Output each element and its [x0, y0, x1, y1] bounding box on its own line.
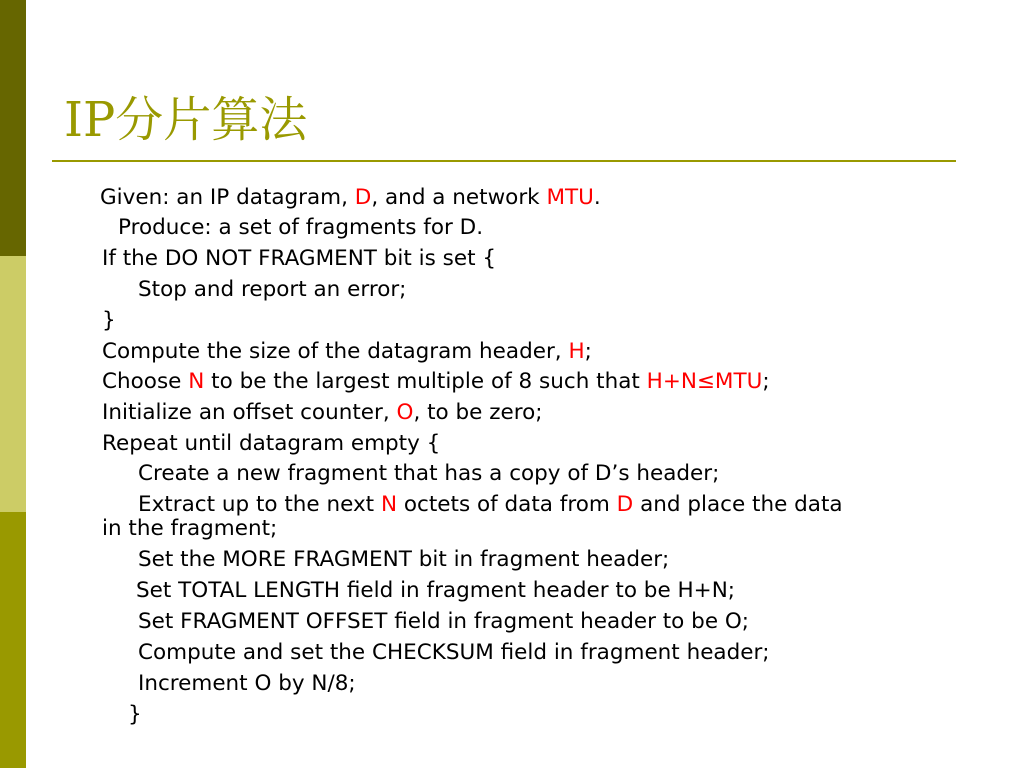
line-text: If the DO NOT FRAGMENT bit is set { — [102, 246, 497, 271]
line-text: Set TOTAL LENGTH field in fragment header to be H+N; — [136, 578, 736, 603]
line-text: Set the MORE FRAGMENT bit in fragment header; — [138, 547, 670, 572]
line-text: ; — [762, 369, 770, 394]
line-produce — [118, 213, 483, 243]
line-close-if — [102, 306, 116, 336]
line-text: Create a new fragment that has a copy of D’s header; — [138, 461, 720, 486]
highlight-token: MTU — [546, 185, 594, 210]
highlight-token: N — [380, 492, 398, 517]
line-text: , to be zero; — [413, 400, 543, 425]
line-text: in the fragment; — [102, 516, 278, 541]
line-text: . — [593, 185, 601, 210]
line-choose — [102, 367, 770, 397]
line-text: Compute the size of the datagram header, — [102, 339, 569, 364]
line-set-offset — [138, 607, 749, 637]
line-checksum — [138, 638, 770, 668]
line-extract-cont — [102, 514, 277, 544]
highlight-token: N — [188, 369, 205, 394]
highlight-token: H — [568, 339, 585, 364]
line-text: } — [128, 702, 142, 727]
line-text: to be the largest multiple of 8 such that — [204, 369, 647, 394]
line-increment — [138, 669, 356, 699]
line-initialize — [102, 398, 543, 428]
highlight-token: O — [396, 400, 414, 425]
line-create — [138, 459, 719, 489]
line-text: Choose — [102, 369, 189, 394]
line-text: Initialize an offset counter, — [102, 400, 397, 425]
line-set-total — [136, 576, 735, 606]
line-text: } — [102, 308, 116, 333]
line-text: Extract up to the next — [138, 492, 381, 517]
line-text: and place the data — [633, 492, 843, 517]
line-text: ; — [584, 339, 592, 364]
slide-title: IP分片算法 — [64, 92, 308, 148]
line-repeat — [102, 429, 440, 459]
highlight-token: H+N≤MTU — [646, 369, 763, 394]
highlight-token: D — [616, 492, 634, 517]
line-text: Given: an IP datagram, — [100, 185, 355, 210]
line-text: Stop and report an error; — [138, 277, 407, 302]
line-compute-header — [102, 337, 592, 367]
line-text: octets of data from — [397, 492, 617, 517]
line-text: , and a network — [371, 185, 547, 210]
line-close-repeat — [128, 700, 142, 730]
line-text: Produce: a set of fragments for D. — [118, 215, 484, 240]
line-text: Increment O by N/8; — [138, 671, 356, 696]
highlight-token: D — [354, 185, 372, 210]
line-text: Set FRAGMENT OFFSET field in fragment header to be O; — [138, 609, 750, 634]
line-set-more — [138, 545, 669, 575]
line-if — [102, 244, 496, 274]
line-text: Repeat until datagram empty { — [102, 431, 441, 456]
line-text: Compute and set the CHECKSUM field in fragment header; — [138, 640, 770, 665]
line-given — [100, 183, 601, 213]
line-stop — [138, 275, 406, 305]
